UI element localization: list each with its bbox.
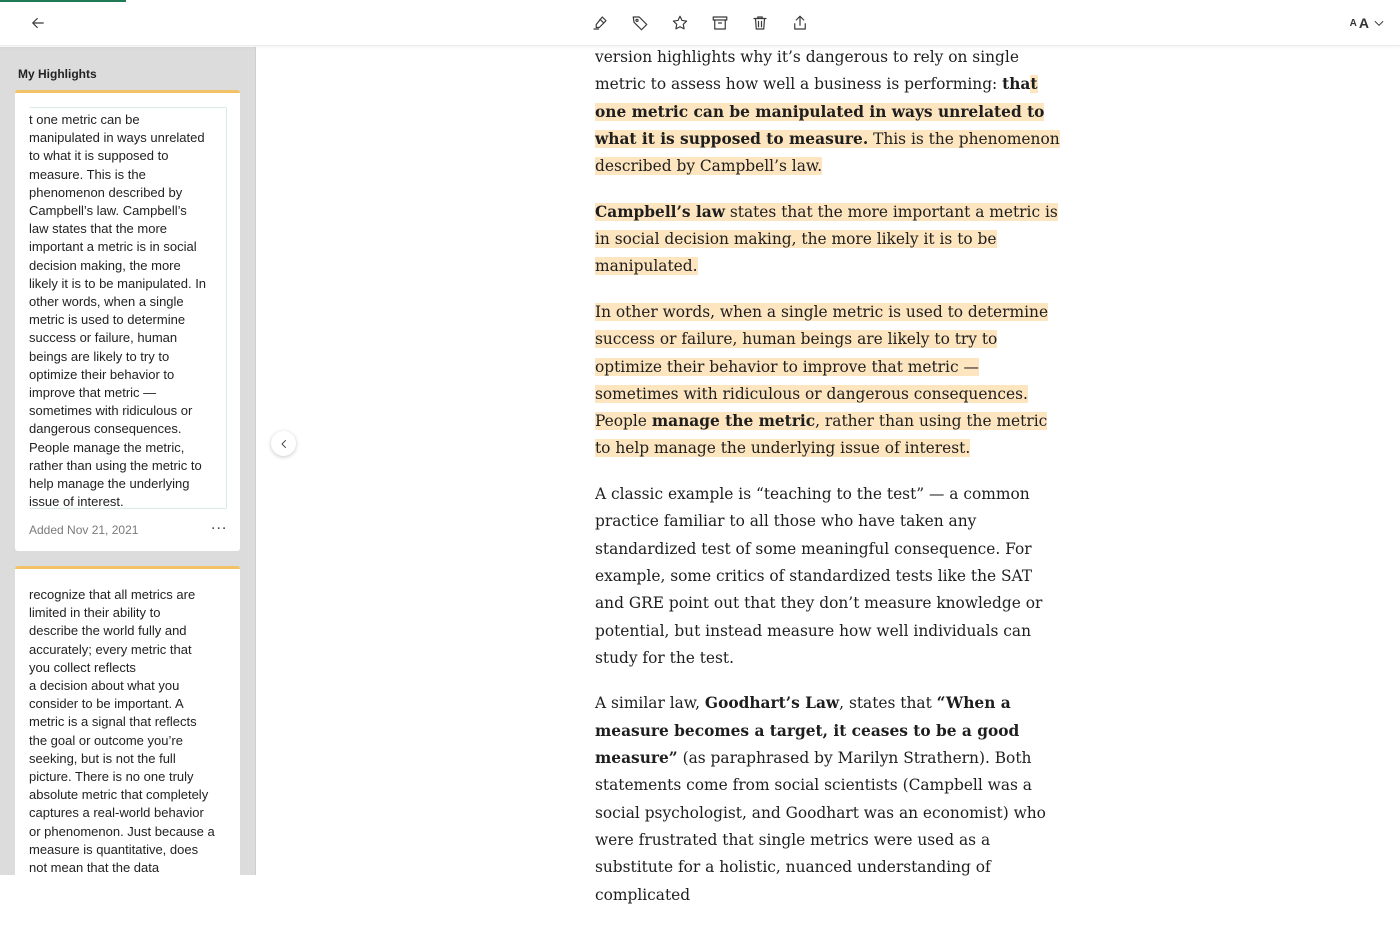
sidebar-title: My Highlights bbox=[18, 67, 97, 81]
paragraph-text: In other words, when a single metric is used to determine success or failure, human beings are likely to try to optimize their behavior to improve that metric — sometimes with ridiculous or dangerous consequences. People bbox=[595, 302, 1049, 431]
tag-button[interactable] bbox=[628, 11, 652, 35]
paragraph-text: , rather than using the metric to help manage the underlying issue of interest. bbox=[595, 412, 1048, 458]
bold-text: t one metric can be manipulated in ways unrelated to what it is supposed to measure. bbox=[595, 75, 1045, 148]
favorite-button[interactable] bbox=[668, 11, 692, 35]
chevron-down-icon bbox=[1372, 16, 1386, 30]
highlighted-text bbox=[595, 203, 1058, 276]
bold-text: manage the metric bbox=[651, 412, 816, 431]
highlight-card[interactable] bbox=[15, 90, 240, 551]
article-paragraph bbox=[595, 690, 1065, 908]
arrow-left-icon bbox=[29, 14, 47, 32]
article-body bbox=[595, 44, 1065, 927]
bold-text: Goodhart’s Law bbox=[704, 694, 840, 713]
chevron-left-icon bbox=[278, 438, 290, 450]
font-big-glyph: A bbox=[1358, 15, 1369, 31]
share-button[interactable] bbox=[788, 11, 812, 35]
back-button[interactable] bbox=[26, 11, 50, 35]
tag-icon bbox=[631, 14, 649, 32]
highlight-text[interactable]: t one metric can be manipulated in ways unrelated to what it is supposed to measure. This is the phenomenon described by Campbell’s law. Campbell’s law states that the more important a metric is in social decision making, the more likely it is to be manipulated. In other words, when a single metric is used to determine success or failure, human beings are likely to try to optimize their behavior to improve that metric — sometimes with ridiculous or dangerous consequences. People manage the metric, rather than using the metric to help manage the underlying issue of interest. bbox=[29, 107, 227, 509]
highlight-date: Added Nov 21, 2021 bbox=[29, 523, 139, 537]
paragraph-text: version highlights why it’s dangerous to rely on single metric to assess how well a business is performing: bbox=[595, 48, 1019, 94]
highlight-card[interactable] bbox=[15, 566, 240, 896]
trash-icon bbox=[751, 14, 769, 32]
article-paragraph bbox=[595, 199, 1065, 281]
bold-text: “When a measure becomes a target, it ceases to be a good measure” bbox=[595, 694, 1020, 768]
article-paragraph bbox=[595, 299, 1065, 463]
article-paragraph: A classic example is “teaching to the test” — a common practice familiar to all those who have taken any standardized test of some meaningful consequence. For example, some critics of standardized tests like the SAT and GRE point out that they don’t measure knowledge or potential, but instead measure how well individuals can study for the test. bbox=[595, 485, 1043, 667]
highlight-button[interactable] bbox=[588, 11, 612, 35]
paragraph-text: (as paraphrased by Marilyn Strathern). Both statements come from social scientists (Campbell was a social psychologist, and Goodhart was an economist) who were frustrated that single metrics were used as a substitute for a holistic, nuanced understanding of complicated bbox=[595, 749, 1046, 904]
archive-button[interactable] bbox=[708, 11, 732, 35]
star-icon bbox=[671, 14, 689, 32]
more-options-icon[interactable]: ... bbox=[211, 516, 228, 533]
paragraph-text: states that the more important a metric is in social decision making, the more likely it is to be manipulated. bbox=[595, 202, 1058, 276]
paragraph-text: A similar law, bbox=[595, 694, 705, 713]
article-paragraph bbox=[595, 44, 1065, 180]
font-small-glyph: A bbox=[1349, 17, 1357, 29]
paragraph-text: This is the phenomenon described by Campbell’s law. bbox=[595, 129, 1060, 176]
top-toolbar bbox=[0, 0, 1400, 46]
archive-icon bbox=[711, 14, 729, 32]
paragraph-text: , states that bbox=[839, 694, 937, 713]
font-settings-button[interactable] bbox=[1350, 12, 1386, 34]
highlighter-icon bbox=[591, 14, 609, 32]
reading-progress-bar bbox=[0, 0, 126, 2]
highlights-sidebar bbox=[0, 47, 256, 875]
bold-text: Campbell’s law bbox=[595, 202, 725, 221]
bold-text: tha bbox=[1002, 75, 1031, 94]
highlighted-text bbox=[595, 303, 1048, 457]
share-icon bbox=[791, 14, 809, 32]
collapse-sidebar-button[interactable] bbox=[271, 431, 296, 456]
delete-button[interactable] bbox=[748, 11, 772, 35]
highlight-text[interactable]: recognize that all metrics are limited in their ability to describe the world fully and accurately; every metric that you collect reflects a decision about what you consider to be important. A metric is a signal that reflects the goal or outcome you’re seeking, but is not the full picture. There is no one truly absolute metric that completely captures a real-world behavior or phenomenon. Just because a measure is quantitative, does not mean that the data bbox=[29, 587, 215, 876]
